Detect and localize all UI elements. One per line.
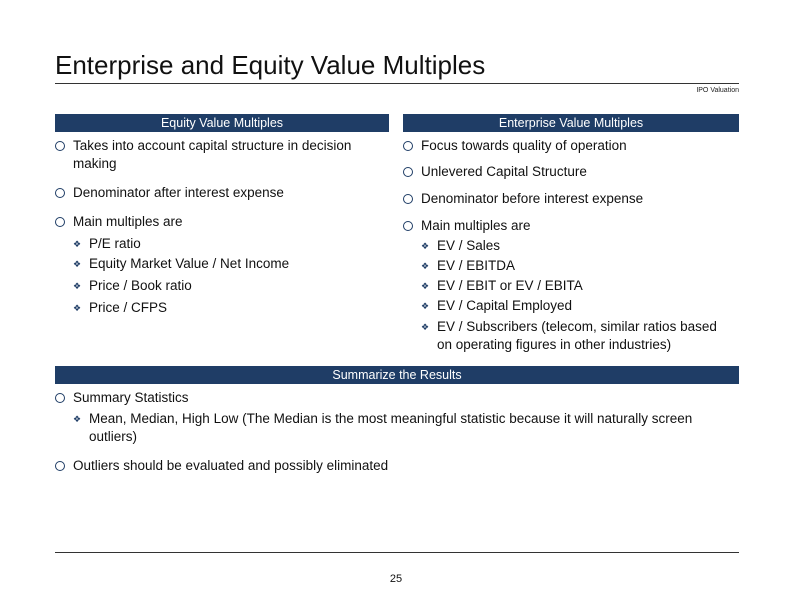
bullet-text: Outliers should be evaluated and possibly eliminated — [73, 458, 389, 473]
diamond-bullet-icon: ❖ — [421, 261, 430, 271]
diamond-bullet-icon: ❖ — [73, 259, 82, 269]
sub-item-text: P/E ratio — [89, 236, 141, 251]
hollow-circle-icon — [55, 188, 65, 198]
diamond-bullet-icon: ❖ — [421, 241, 430, 251]
left-sub-item — [73, 255, 373, 273]
left-bullet-1 — [55, 137, 385, 173]
sub-item-text-line2: outliers) — [89, 429, 138, 444]
bullet-text: Focus towards quality of operation — [421, 138, 627, 153]
hollow-circle-icon — [403, 194, 413, 204]
hollow-circle-icon — [403, 221, 413, 231]
diamond-bullet-icon: ❖ — [73, 281, 82, 291]
hollow-circle-icon — [55, 217, 65, 227]
bullet-text: Denominator before interest expense — [421, 191, 644, 206]
right-bullet-3 — [403, 190, 733, 208]
hollow-circle-icon — [403, 167, 413, 177]
bullet-text: Main multiples are — [73, 214, 183, 229]
page-title: Enterprise and Equity Value Multiples — [55, 50, 486, 80]
right-sub-item — [421, 237, 736, 255]
diamond-bullet-icon: ❖ — [421, 301, 430, 311]
left-bullet-2 — [55, 184, 385, 202]
left-sub-item — [73, 299, 373, 317]
bullet-text-line2: making — [73, 156, 117, 171]
bullet-text: Unlevered Capital Structure — [421, 164, 587, 179]
bullet-text: Denominator after interest expense — [73, 185, 284, 200]
sub-item-text-line1: EV / Subscribers (telecom, similar ratios based — [437, 319, 717, 334]
left-sub-item — [73, 277, 373, 295]
bullet-text: Summary Statistics — [73, 390, 189, 405]
sub-item-text-line1: Mean, Median, High Low (The Median is the most meaningful statistic because it will naturally screen — [89, 411, 693, 426]
diamond-bullet-icon: ❖ — [73, 239, 82, 249]
right-bullet-4 — [403, 217, 733, 235]
right-sub-item — [421, 257, 736, 275]
header-divider — [55, 83, 739, 84]
page-number: 25 — [389, 573, 403, 585]
sub-item-text: Price / CFPS — [89, 300, 168, 315]
diamond-bullet-icon: ❖ — [73, 414, 82, 424]
sub-item-text-line2: on operating figures in other industries) — [437, 337, 672, 352]
hollow-circle-icon — [55, 461, 65, 471]
bullet-text-line1: Takes into account capital structure in decision — [73, 138, 352, 153]
diamond-bullet-icon: ❖ — [421, 322, 430, 332]
right-sub-item — [421, 297, 736, 315]
bullet-text: Main multiples are — [421, 218, 531, 233]
sub-item-text: Equity Market Value / Net Income — [89, 256, 290, 271]
hollow-circle-icon — [55, 393, 65, 403]
sub-item-text: EV / EBITDA — [437, 258, 516, 273]
right-sub-item — [421, 277, 736, 295]
diamond-bullet-icon: ❖ — [73, 303, 82, 313]
equity-value-heading: Equity Value Multiples — [55, 114, 389, 132]
footer-divider — [55, 552, 739, 553]
summary-bullet-2 — [55, 457, 735, 475]
diamond-bullet-icon: ❖ — [421, 281, 430, 291]
enterprise-value-heading: Enterprise Value Multiples — [403, 114, 739, 132]
sub-item-text: EV / Capital Employed — [437, 298, 573, 313]
summary-sub-item — [73, 410, 733, 446]
section-label: IPO Valuation — [696, 87, 739, 94]
summarize-results-heading: Summarize the Results — [55, 366, 739, 384]
hollow-circle-icon — [55, 141, 65, 151]
left-sub-item — [73, 235, 373, 253]
right-bullet-2 — [403, 163, 733, 181]
sub-item-text: EV / EBIT or EV / EBITA — [437, 278, 583, 293]
right-bullet-1 — [403, 137, 733, 155]
summary-bullet-1 — [55, 389, 735, 407]
right-sub-item — [421, 318, 736, 354]
sub-item-text: Price / Book ratio — [89, 278, 192, 293]
hollow-circle-icon — [403, 141, 413, 151]
sub-item-text: EV / Sales — [437, 238, 501, 253]
left-bullet-3 — [55, 213, 385, 231]
